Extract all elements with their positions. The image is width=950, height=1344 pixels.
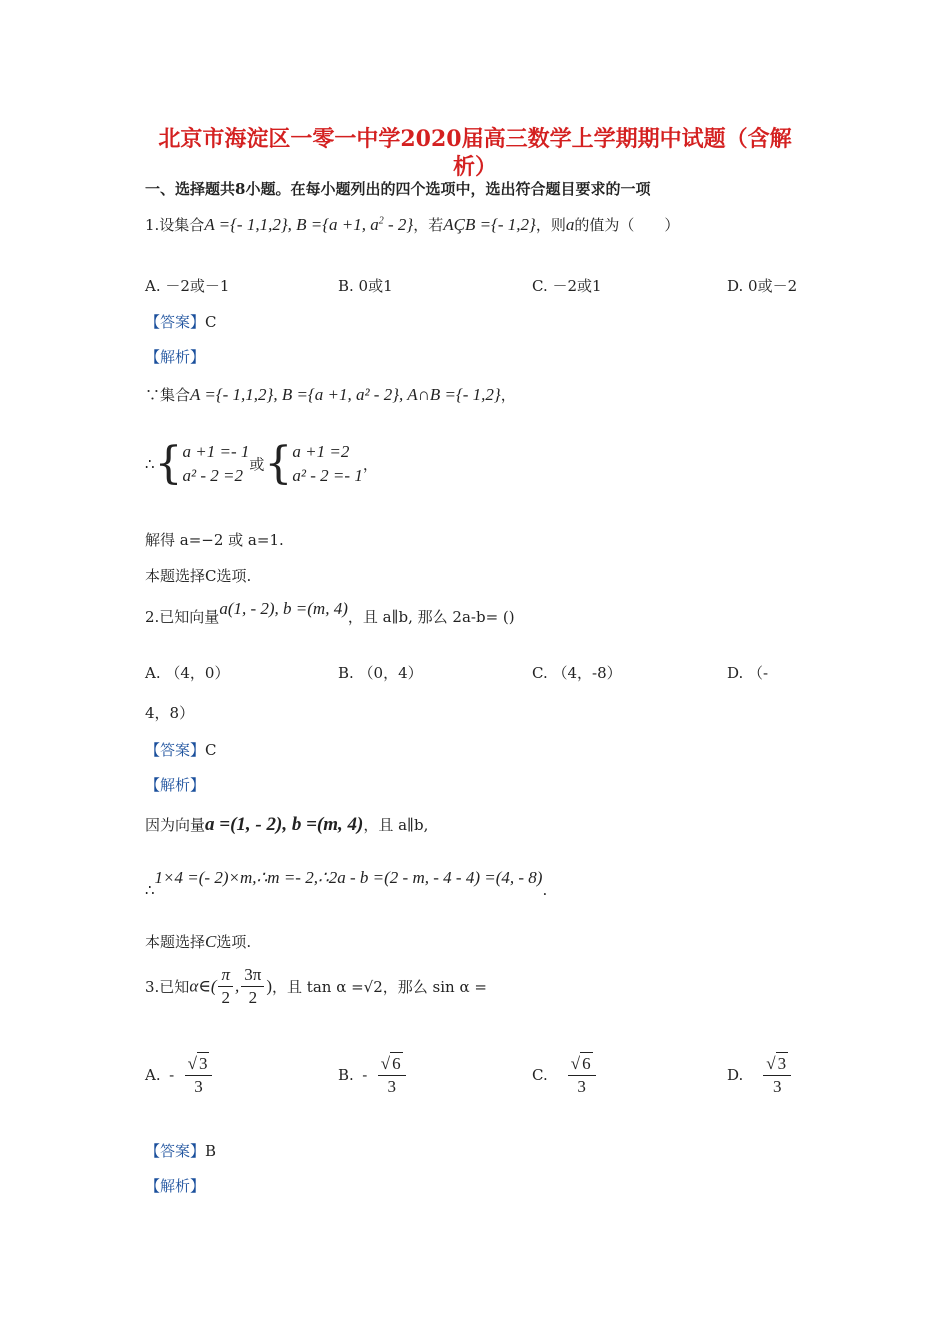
- q1-choose: 本题选择C选项.: [145, 567, 252, 585]
- q1-prefix: 1.设集合: [145, 216, 205, 234]
- q1-tail: 的值为（ ）: [574, 216, 680, 234]
- q1-option-d: D. 0或－2: [727, 277, 798, 295]
- q1-option-a: A. －2或－1: [145, 277, 230, 295]
- q1-solved: 解得 a=−2 或 a=1.: [145, 531, 284, 549]
- q2-because-expr: a =(1, - 2), b =(m, 4): [205, 814, 364, 835]
- section-heading: 一、选择题共8小题。在每小题列出的四个选项中，选出符合题目要求的一项: [145, 180, 651, 198]
- q1-then: ，则: [535, 216, 566, 234]
- q1-option-b: B. 0或1: [338, 277, 393, 295]
- left-brace-2: {: [264, 438, 293, 489]
- q2-calc-expr: 1×4 =(- 2)×m,∴m =- 2,∴2a - b =(2 - m, - 4 - 4) =(4, - 8): [154, 868, 543, 887]
- q3-prefix: 3.已知: [145, 978, 190, 996]
- q1-mid: ，若: [413, 216, 444, 234]
- q1-systems: [145, 440, 378, 488]
- q3-option-d: D. $\frac{√ 3}{3}$: [727, 1052, 793, 1098]
- q1-analysis-tag: 【解析】: [145, 348, 206, 366]
- q2-choose-var: C: [205, 932, 217, 951]
- or-text: 或: [249, 455, 265, 474]
- answer-tag: 【答案】: [145, 1142, 206, 1160]
- therefore-symbol: ∴: [145, 455, 155, 473]
- q3-fraction-1: $\frac{\pi}{2}$: [218, 964, 233, 1009]
- question-1: [145, 214, 679, 235]
- q2-because: [145, 814, 428, 836]
- system-2: a +1 =2 a² - 2 =- 1: [292, 442, 363, 485]
- question-3: 3.已知α∈( $\frac{\pi}{2}$ , $\frac{3\pi}{2}$ )，且 tan α =√2，那么 sin α =: [145, 965, 487, 1007]
- q2-option-d: D. （-: [727, 664, 769, 682]
- system-1: a +1 =- 1 a² - 2 =2: [182, 442, 250, 485]
- q3-analysis-tag: 【解析】: [145, 1177, 206, 1195]
- answer-value: C: [205, 741, 217, 759]
- q1-sets-line: A ={- 1,1,2}, B ={a +1, a² - 2}, A∩B ={- 1,2}: [190, 385, 501, 404]
- q1-option-c: C. －2或1: [532, 277, 602, 295]
- question-2: [145, 599, 515, 627]
- q1-var: a: [565, 215, 575, 234]
- q2-prefix: 2.已知向量: [145, 608, 220, 626]
- q2-option-d-cont: 4，8）: [145, 704, 195, 722]
- q2-choose: 本题选择C选项.: [145, 932, 252, 951]
- q2-tail: ，且 a∥b, 那么 2a-b= (): [347, 608, 515, 626]
- q1-analysis-sets: [145, 384, 516, 405]
- left-brace-1: {: [154, 438, 183, 489]
- q3-option-a-fraction: $\frac{√ 3}{3}$: [185, 1052, 213, 1098]
- q3-option-d-fraction: $\frac{√ 3}{3}$: [763, 1052, 791, 1098]
- q2-expr: a(1, - 2), b =(m, 4): [219, 599, 348, 618]
- q2-option-a: A. （4，0）: [145, 664, 230, 682]
- q3-answer: [145, 1140, 216, 1161]
- q2-calc-end: .: [542, 881, 548, 899]
- q2-option-b: B. （0，4）: [338, 664, 423, 682]
- system-comma: ，: [362, 455, 378, 474]
- q1-answer: [145, 311, 217, 332]
- q3-mid: ，且 tan α =√2，那么 sin α =: [272, 978, 487, 996]
- q2-because-prefix: 因为向量: [145, 816, 206, 834]
- q2-because-tail: ，且 a∥b,: [363, 816, 429, 834]
- q3-option-b: B. - $\frac{√ 6}{3}$: [338, 1052, 408, 1098]
- q2-analysis-tag: 【解析】: [145, 776, 206, 794]
- q2-option-c: C. （4，-8）: [532, 664, 622, 682]
- q2-answer: [145, 739, 217, 760]
- because-text: ∵集合: [145, 386, 191, 404]
- document-title-line2: 析）: [452, 154, 497, 180]
- q3-option-b-fraction: $\frac{√ 6}{3}$: [378, 1052, 406, 1098]
- answer-value: B: [205, 1142, 217, 1160]
- q3-fraction-2: $\frac{3\pi}{2}$: [241, 964, 264, 1009]
- q2-calc: [145, 868, 548, 899]
- document-title-line1: 北京市海淀区一零一中学2020届高三数学上学期期中试题（含解: [158, 126, 792, 152]
- answer-tag: 【答案】: [145, 741, 206, 759]
- q3-alpha: α∈(: [189, 976, 217, 996]
- q3-option-a: A. - $\frac{√ 3}{3}$: [145, 1052, 214, 1098]
- answer-value: C: [205, 313, 217, 331]
- q1-sets-comma: ，: [500, 386, 516, 404]
- answer-tag: 【答案】: [145, 313, 206, 331]
- q3-option-c: C. $\frac{√ 6}{3}$: [532, 1052, 598, 1098]
- therefore-symbol: ∴: [145, 881, 155, 899]
- q1-set-expr: A ={- 1,1,2}, B ={a +1, $a^2 - 2$}: [204, 215, 414, 234]
- q1-cond-expr: AÇB ={- 1,2}: [443, 215, 536, 234]
- q3-option-c-fraction: $\frac{√ 6}{3}$: [568, 1052, 596, 1098]
